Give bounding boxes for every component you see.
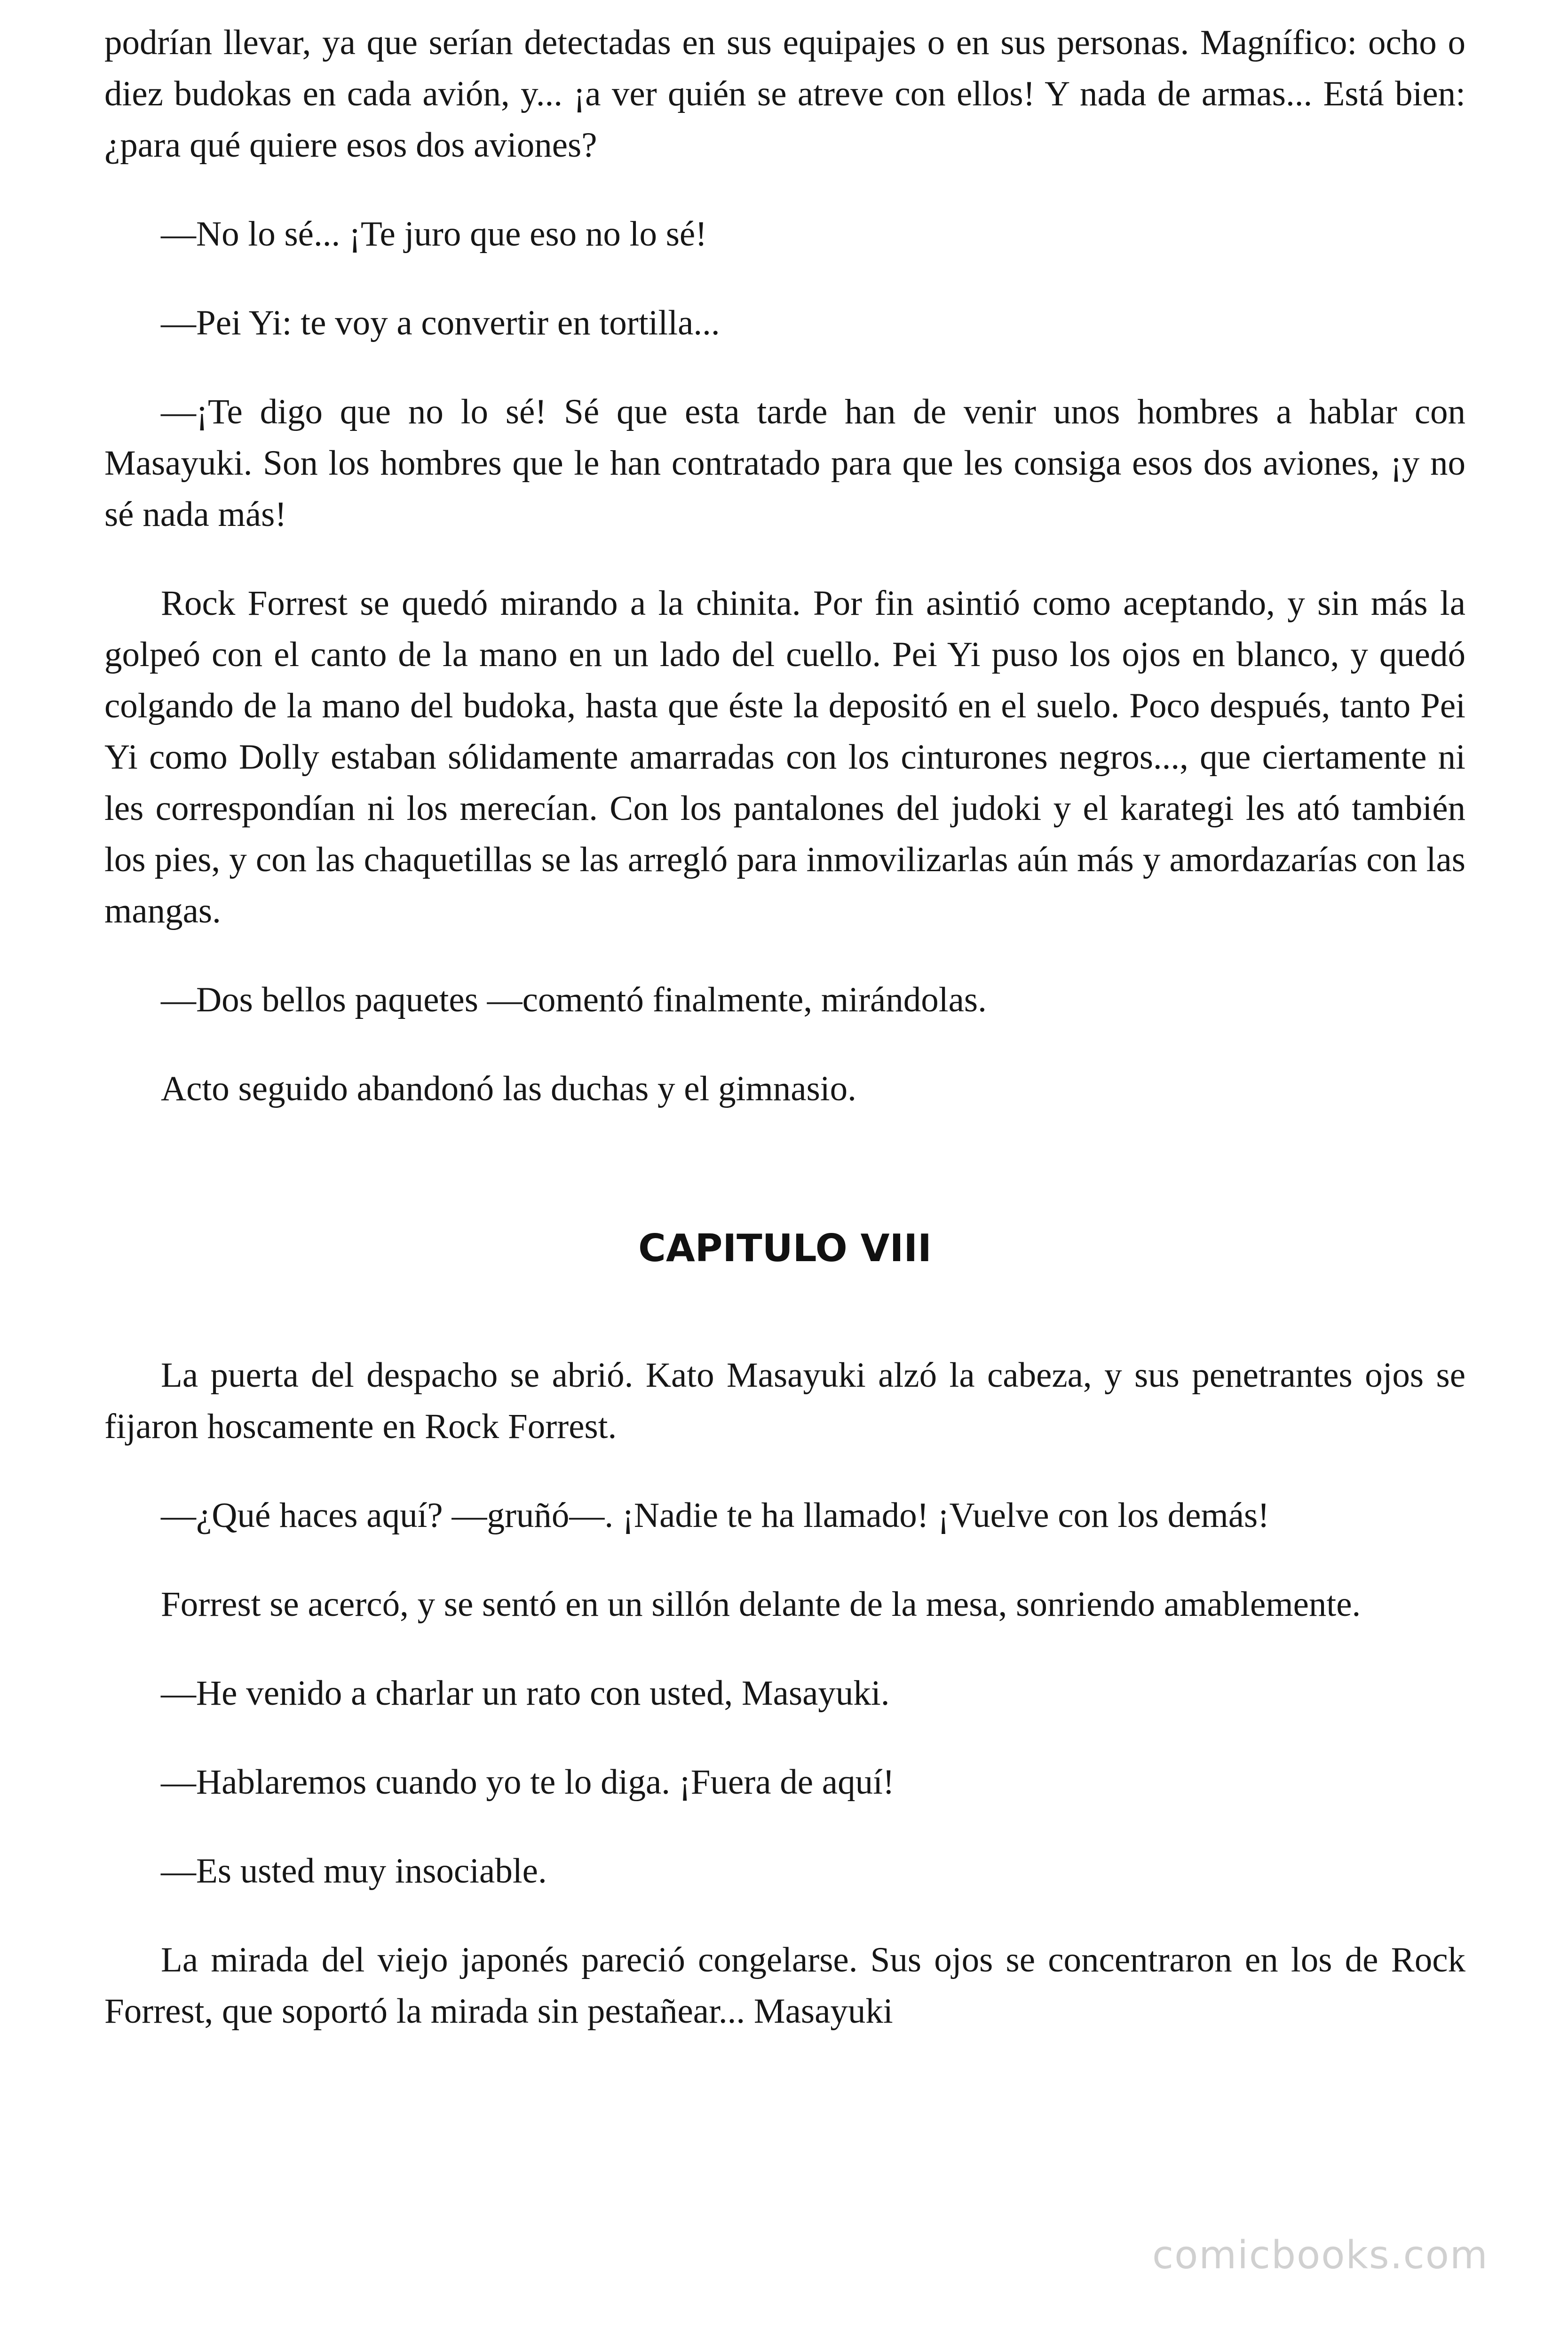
paragraph: Forrest se acercó, y se sentó en un sillón delante de la mesa, sonriendo amablemente.	[161, 1585, 1361, 1624]
paragraph: podrían llevar, ya que serían detectadas en sus equipajes o en sus personas. Magnífico: ocho o diez budokas en cada avión, y... ¡a ver quién se atreve con ellos! Y nada de armas... Está bien: ¿para qué quiere esos dos aviones?	[104, 23, 1465, 165]
chapter-title: CAPITULO VIII	[638, 1226, 932, 1270]
watermark-text: comicbooks.com	[1152, 2233, 1489, 2278]
paragraph: —¿Qué haces aquí? —gruñó—. ¡Nadie te ha llamado! ¡Vuelve con los demás!	[161, 1496, 1270, 1535]
paragraph: —He venido a charlar un rato con usted, Masayuki.	[161, 1674, 890, 1713]
paragraph: —Es usted muy insociable.	[161, 1851, 547, 1891]
paragraph: —Hablaremos cuando yo te lo diga. ¡Fuera de aquí!	[161, 1763, 895, 1802]
paragraph: Acto seguido abandonó las duchas y el gimnasio.	[161, 1069, 856, 1108]
paragraph: —Pei Yi: te voy a convertir en tortilla...	[161, 303, 720, 342]
page-text	[104, 17, 1465, 2074]
paragraph: Rock Forrest se quedó mirando a la chinita. Por fin asintió como aceptando, y sin más la golpeó con el canto de la mano en un lado del cuello. Pei Yi puso los ojos en blanco, y quedó colgando de la mano del budoka, hasta que éste la depositó en el suelo. Poco después, tanto Pei Yi como Dolly estaban sólidamente amarradas con los cinturones negros..., que ciertamente ni les correspondían ni los merecían. Con los pantalones del judoki y el karategi les ató también los pies, y con las chaquetillas se las arregló para inmovilizarlas aún más y amordazarías con las mangas.	[104, 584, 1465, 930]
paragraph: —Dos bellos paquetes —comentó finalmente, mirándolas.	[161, 980, 987, 1019]
paragraph: La puerta del despacho se abrió. Kato Masayuki alzó la cabeza, y sus penetrantes ojos se fijaron hoscamente en Rock Forrest.	[104, 1356, 1465, 1446]
paragraph: La mirada del viejo japonés pareció congelarse. Sus ojos se concentraron en los de Rock Forrest, que soportó la mirada sin pestañear... Masayuki	[104, 1940, 1465, 2031]
paragraph: —¡Te digo que no lo sé! Sé que esta tarde han de venir unos hombres a hablar con Masayuki. Son los hombres que le han contratado para que les consiga esos dos aviones, ¡y no sé nada más!	[104, 392, 1465, 534]
paragraph: —No lo sé... ¡Te juro que eso no lo sé!	[161, 215, 707, 254]
